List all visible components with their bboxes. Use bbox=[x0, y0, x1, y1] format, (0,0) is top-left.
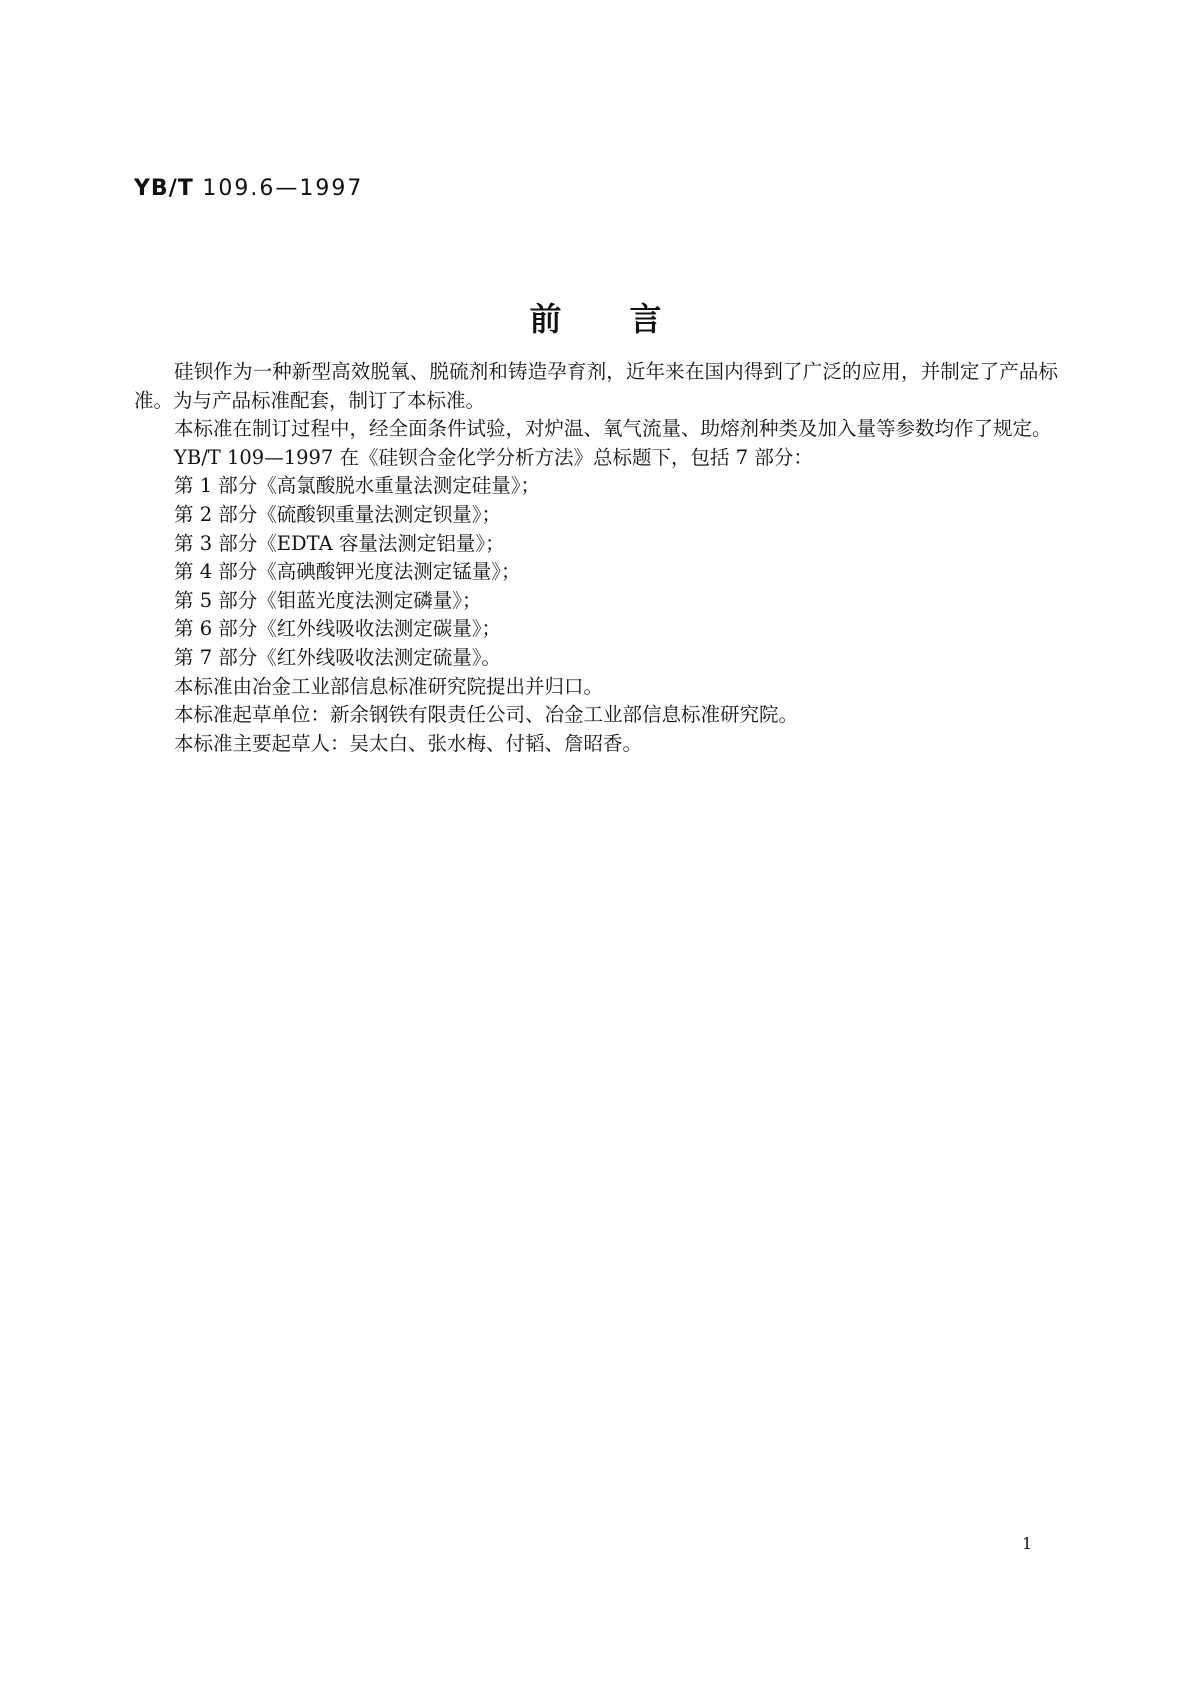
text-line: 第 7 部分《红外线吸收法测定硫量》。 bbox=[174, 645, 502, 669]
text-line: 本标准起草单位：新余钢铁有限责任公司、冶金工业部信息标准研究院。 bbox=[174, 703, 799, 727]
text-line: 第 3 部分《EDTA 容量法测定铝量》； bbox=[174, 531, 505, 555]
page-title: 前言 bbox=[529, 300, 730, 338]
standard-code-prefix: YB/T bbox=[134, 176, 194, 201]
page-number: 1 bbox=[1022, 1534, 1033, 1553]
text-line: 第 1 部分《高氯酸脱水重量法测定硅量》； bbox=[174, 474, 541, 498]
standard-code bbox=[134, 176, 363, 201]
text-line: 本标准主要起草人：吴太白、张水梅、付韬、詹昭香。 bbox=[174, 731, 643, 755]
standard-code-number: 109.6—1997 bbox=[202, 176, 364, 201]
text-line: 第 6 部分《红外线吸收法测定碳量》； bbox=[174, 617, 502, 641]
foreword-body bbox=[134, 358, 1058, 758]
text-line: YB/T 109—1997 在《硅钡合金化学分析方法》总标题下，包括 7 部分： bbox=[174, 445, 813, 469]
text-line: 本标准由冶金工业部信息标准研究院提出并归口。 bbox=[174, 674, 604, 698]
text-line: 第 2 部分《硫酸钡重量法测定钡量》； bbox=[174, 502, 502, 526]
text-line: 第 4 部分《高碘酸钾光度法测定锰量》； bbox=[174, 560, 521, 584]
text-line: 第 5 部分《钼蓝光度法测定磷量》； bbox=[174, 588, 482, 612]
paragraph: 本标准在制订过程中，经全面条件试验，对炉温、氧气流量、助熔剂种类及加入量等参数均作了规定。 bbox=[174, 417, 1052, 441]
paragraph: 硅钡作为一种新型高效脱氧、脱硫剂和铸造孕育剂，近年来在国内得到了广泛的应用，并制定了产品标准。为与产品标准配套，制订了本标准。 bbox=[134, 360, 1058, 412]
